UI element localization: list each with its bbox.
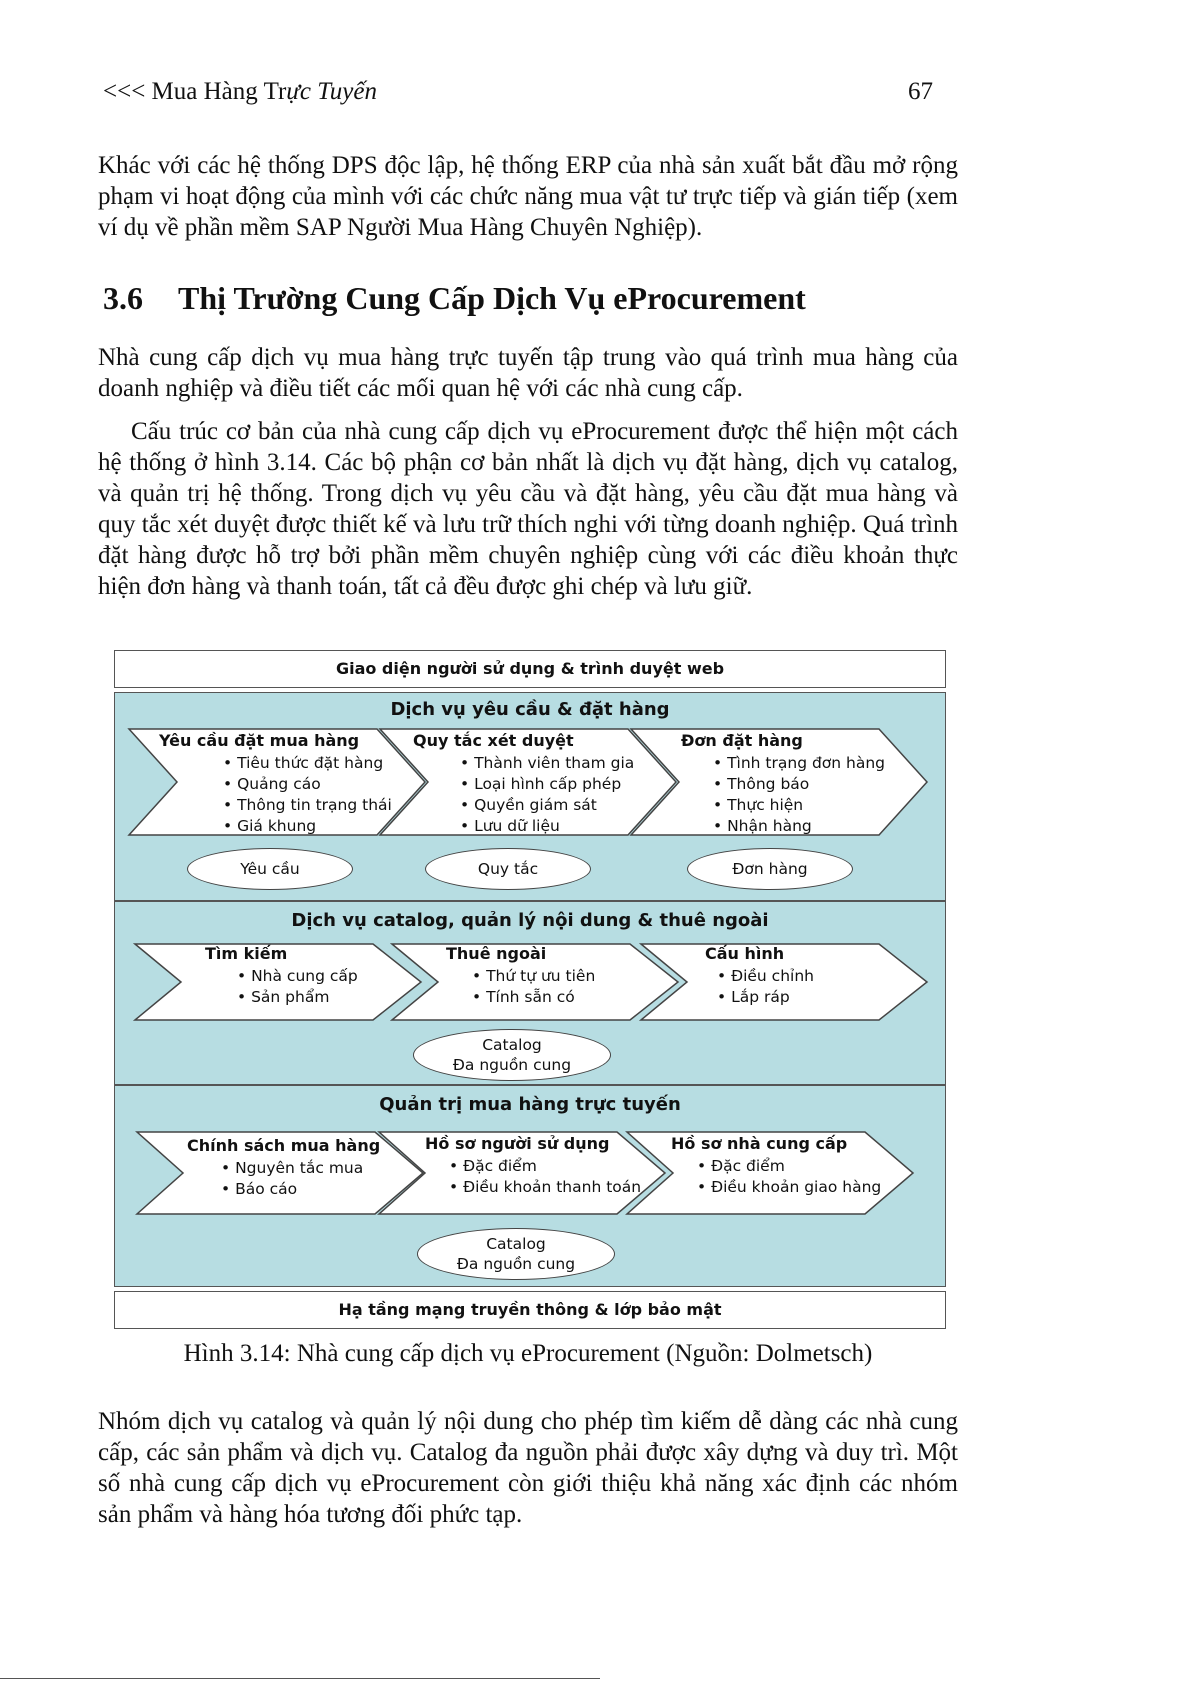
paragraph-1: Khác với các hệ thống DPS độc lập, hệ thống ERP của nhà sản xuất bắt đầu mở rộng phạm vi hoạt động của mình với các chức năng mua vật tư trực tiếp và gián tiếp (xem ví dụ về phần mềm SAP Người Mua Hàng Chuyên Nghiệp). xyxy=(98,152,958,241)
list-item: • Báo cáo xyxy=(221,1179,363,1200)
oval-line: Catalog xyxy=(486,1235,546,1253)
chevron-list xyxy=(221,1158,363,1200)
chevron-supplier-profile xyxy=(625,1130,915,1216)
oval-rules: Quy tắc xyxy=(425,848,591,890)
chevron-purchase-order xyxy=(629,727,929,837)
chevron-list xyxy=(713,753,885,837)
list-item: • Đặc điểm xyxy=(697,1156,881,1177)
figure-eprocurement xyxy=(114,650,946,1332)
list-item: • Giá khung xyxy=(223,816,392,837)
bottom-bar: Hạ tầng mạng truyền thông & lớp bảo mật xyxy=(114,1291,946,1329)
running-header xyxy=(103,78,933,106)
list-item: • Nguyên tắc mua xyxy=(221,1158,363,1179)
chevron-list xyxy=(223,753,392,837)
list-item: • Điều chỉnh xyxy=(717,966,814,987)
chevron-list xyxy=(460,753,634,837)
paragraph-2: Nhà cung cấp dịch vụ mua hàng trực tuyến tập trung vào quá trình mua hàng của doanh nghiệp và điều tiết các mối quan hệ với các nhà cung cấp. xyxy=(98,344,958,402)
list-item: • Sản phẩm xyxy=(237,987,358,1008)
chevron-title: Tìm kiếm xyxy=(205,944,288,963)
paragraph-3: Cấu trúc cơ bản của nhà cung cấp dịch vụ eProcurement được thể hiện một cách hệ thống ở hình 3.14. Các bộ phận cơ bản nhất là dịch vụ đặt hàng, dịch vụ catalog, và quản trị hệ thống. Trong dịch vụ yêu cầu và đặt hàng, yêu cầu đặt mua hàng và quy tắc xét duyệt được thiết kế và lưu trữ thích nghi với từng doanh nghiệp. Quá trình đặt hàng được hỗ trợ bởi phần mềm chuyên nghiệp cùng với các điều khoản thực hiện đơn hàng và thanh toán, tất cả đều được ghi chép và lưu giữ. xyxy=(98,418,958,600)
oval-line: Đa nguồn cung xyxy=(456,1255,576,1273)
paragraph-4: Nhóm dịch vụ catalog và quản lý nội dung cho phép tìm kiếm dễ dàng các nhà cung cấp, các sản phẩm và dịch vụ. Catalog đa nguồn phải được xây dựng và duy trì. Một số nhà cung cấp dịch vụ eProcurement còn giới thiệu khả năng xác định các nhóm sản phẩm và hàng hóa tương đối phức tạp. xyxy=(98,1408,958,1528)
section-heading xyxy=(103,280,806,317)
section-number: 3.6 xyxy=(103,280,143,316)
chevron-title: Cấu hình xyxy=(705,944,785,963)
chevron-outsourcing xyxy=(390,942,680,1022)
chevron-title: Yêu cầu đặt mua hàng xyxy=(159,731,360,750)
page-number: 67 xyxy=(908,78,933,105)
header-title: <<< Mua Hàng Trực Tuyến xyxy=(103,78,377,105)
list-item: • Tiêu thức đặt hàng xyxy=(223,753,392,774)
list-item: • Tình trạng đơn hàng xyxy=(713,753,885,774)
band-title: Dịch vụ catalog, quản lý nội dung & thuê ngoài xyxy=(291,910,769,931)
band-administration xyxy=(114,1085,946,1287)
chevron-list xyxy=(237,966,358,1008)
list-item: • Thực hiện xyxy=(713,795,885,816)
band-catalog-service xyxy=(114,901,946,1085)
chevron-title: Đơn đặt hàng xyxy=(681,731,803,750)
chevron-title: Quy tắc xét duyệt xyxy=(413,731,574,750)
chevron-title: Chính sách mua hàng xyxy=(187,1136,381,1155)
list-item: • Thứ tự ưu tiên xyxy=(472,966,595,987)
list-item: • Điều khoản giao hàng xyxy=(697,1177,881,1198)
list-item: • Loại hình cấp phép xyxy=(460,774,634,795)
list-item: • Quảng cáo xyxy=(223,774,392,795)
chevron-list xyxy=(717,966,814,1008)
band-title: Quản trị mua hàng trực tuyến xyxy=(379,1094,681,1115)
footer-rule xyxy=(0,1678,600,1679)
chevron-list xyxy=(697,1156,881,1198)
list-item: • Thành viên tham gia xyxy=(460,753,634,774)
chevron-user-profile xyxy=(377,1130,667,1216)
list-item: • Thông báo xyxy=(713,774,885,795)
list-item: • Nhà cung cấp xyxy=(237,966,358,987)
band-ordering-service xyxy=(114,692,946,901)
oval-line: Catalog xyxy=(482,1036,542,1054)
band-title: Dịch vụ yêu cầu & đặt hàng xyxy=(390,699,670,720)
section-title: Thị Trường Cung Cấp Dịch Vụ eProcurement xyxy=(178,280,806,316)
oval-request: Yêu cầu xyxy=(187,848,353,890)
list-item: • Tính sẵn có xyxy=(472,987,595,1008)
figure-caption: Hình 3.14: Nhà cung cấp dịch vụ eProcurement (Nguồn: Dolmetsch) xyxy=(183,1340,873,1367)
oval-catalog xyxy=(417,1228,615,1280)
chevron-title: Hồ sơ người sử dụng xyxy=(425,1134,610,1153)
top-bar: Giao diện người sử dụng & trình duyệt web xyxy=(114,650,946,688)
list-item: • Lưu dữ liệu xyxy=(460,816,634,837)
list-item: • Lắp ráp xyxy=(717,987,814,1008)
chevron-title: Thuê ngoài xyxy=(446,944,547,963)
chevron-configuration xyxy=(639,942,929,1022)
oval-catalog xyxy=(413,1029,611,1081)
oval-line: Đa nguồn cung xyxy=(452,1056,572,1074)
chevron-list xyxy=(472,966,595,1008)
chevron-search xyxy=(133,942,423,1022)
list-item: • Nhận hàng xyxy=(713,816,885,837)
chevron-title: Hồ sơ nhà cung cấp xyxy=(671,1134,848,1153)
list-item: • Đặc điểm xyxy=(449,1156,641,1177)
list-item: • Quyền giám sát xyxy=(460,795,634,816)
oval-order: Đơn hàng xyxy=(687,848,853,890)
chevron-list xyxy=(449,1156,641,1198)
list-item: • Điều khoản thanh toán xyxy=(449,1177,641,1198)
list-item: • Thông tin trạng thái xyxy=(223,795,392,816)
